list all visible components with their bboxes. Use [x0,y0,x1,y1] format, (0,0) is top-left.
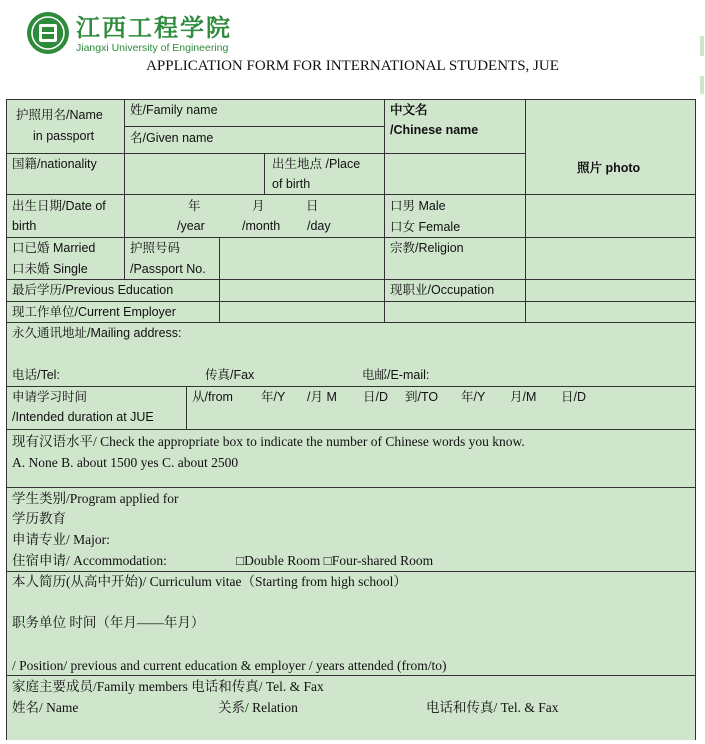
place-of-birth-label: 出生地点 /Place [272,157,361,171]
to-year-label: 年/Y [461,390,486,404]
from-day-label: 日/D [363,390,389,404]
passport-no-label-en: /Passport No. [130,262,206,276]
passport-no-label: 护照号码 [130,241,181,255]
major-label: 申请专业/ Major: [12,532,110,547]
from-month-label: /月 M [307,390,337,404]
position-time-label: 职务单位 时间（年月——年月） [12,615,205,630]
logo-name-en: Jiangxi University of Engineering [76,42,229,54]
intended-duration-label: 申请学习时间 [12,390,88,404]
curriculum-vitae-label: 本人简历(从高中开始)/ Curriculum vitae（Starting from high school） [12,574,407,589]
day-cn: 日 [306,199,319,213]
married-checkbox[interactable]: 口已婚 Married [12,241,96,255]
chinese-name-label: 中文名 [390,103,428,117]
chinese-name-label-en: /Chinese name [390,123,479,137]
year-en: /year [177,219,205,233]
intended-duration-label-en: /Intended duration at JUE [12,410,154,424]
name-in-passport-label: 护照用名/Name [16,108,103,122]
university-seal-icon [24,10,72,56]
to-day-label: 日/D [561,390,587,404]
chinese-level-question: 现有汉语水平/ Check the appropriate box to indicate the number of Chinese words you know. [12,434,525,449]
tel-label: 电话/Tel: [12,368,60,382]
room-options[interactable]: □Double Room □Four-shared Room [236,553,434,568]
chinese-level-options: A. None B. about 1500 yes C. about 2500 [12,455,239,470]
day-en: /day [307,219,331,233]
date-of-birth-label: 出生日期/Date of [12,199,106,213]
university-logo [24,10,234,56]
family-name-column: 姓名/ Name [12,700,79,715]
occupation-label: 现职业/Occupation [390,283,495,297]
email-label: 电邮/E-mail: [362,368,430,382]
year-cn: 年 [188,199,201,213]
form-title: APPLICATION FORM FOR INTERNATIONAL STUDENTS, JUE [146,58,559,74]
family-name-label: 姓/Family name [130,103,218,117]
page-edge-mark [700,76,704,94]
male-checkbox[interactable]: 口男 Male [390,199,446,213]
degree-education-label: 学历教育 [12,511,66,526]
from-label: 从/from [192,390,233,404]
place-of-birth-label-en: of birth [272,177,311,191]
current-employer-label: 现工作单位/Current Employer [12,305,176,319]
nationality-label: 国籍/nationality [12,157,97,171]
to-label: 到/TO [405,390,439,404]
single-checkbox[interactable]: 口未婚 Single [12,262,88,276]
to-month-label: 月/M [510,390,537,404]
photo-placeholder: 照片 photo [577,161,641,175]
name-in-passport-label-en: in passport [33,129,95,143]
fax-label: 传真/Fax [205,368,255,382]
from-year-label: 年/Y [261,390,286,404]
mailing-address-label: 永久通讯地址/Mailing address: [12,326,182,340]
page-edge-mark [700,36,704,56]
accommodation-label: 住宿申请/ Accommodation: [12,553,167,568]
date-of-birth-label-en: birth [12,219,37,233]
religion-label: 宗教/Religion [390,241,464,255]
female-checkbox[interactable]: 口女 Female [390,220,461,234]
given-name-label: 名/Given name [130,131,214,145]
family-relation-column: 关系/ Relation [218,700,298,715]
previous-education-label: 最后学历/Previous Education [12,283,174,297]
month-cn: 月 [252,199,265,213]
position-education-label: / Position/ previous and current education & employer / years attended (from/to) [12,658,447,673]
family-tel-fax-column: 电话和传真/ Tel. & Fax [426,700,559,715]
application-form [6,99,695,740]
month-en: /month [242,219,281,233]
program-label: 学生类别/Program applied for [12,491,179,506]
family-members-label: 家庭主要成员/Family members 电话和传真/ Tel. & Fax [12,679,324,694]
logo-name-cn: 江西工程学院 [76,13,232,42]
